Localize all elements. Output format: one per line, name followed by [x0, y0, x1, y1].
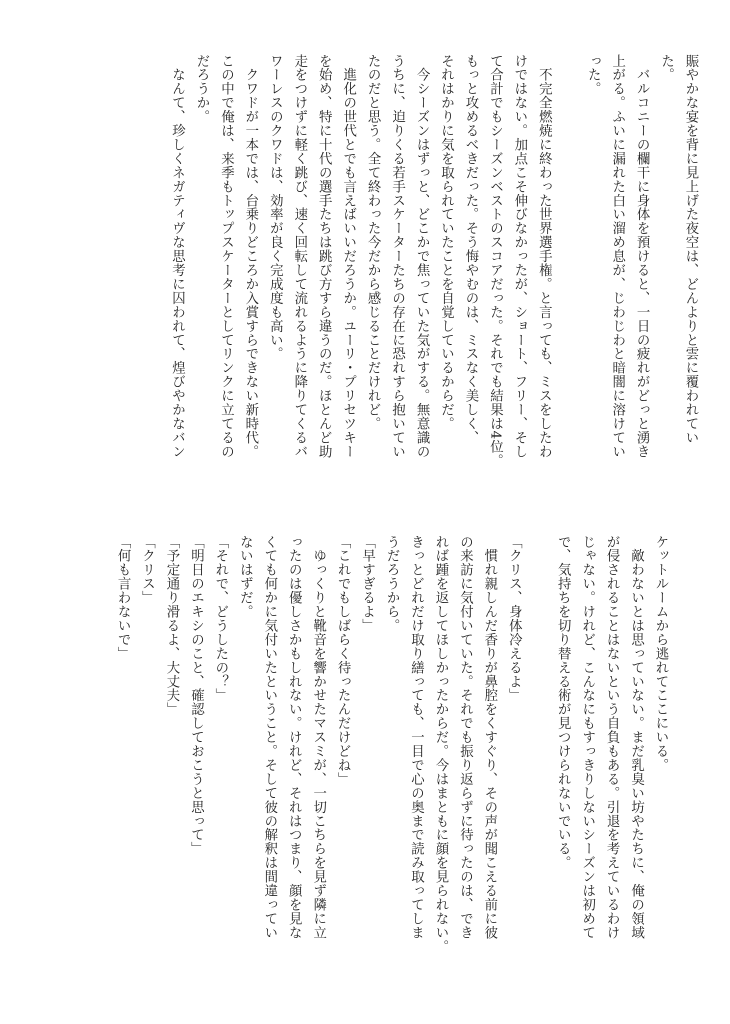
text-line: ケットルームから逃れてここにいる。: [653, 535, 668, 773]
text-line: 賑やかな宴を背に見上げた夜空は、どんよりと雲に覆われてい: [683, 54, 698, 445]
text-line: で、気持ちを切り替える術が見つけられないでいる。: [555, 535, 571, 870]
text-line: きっとどれだけ取り繕っても、一目で心の奥まで読み取ってしま: [408, 535, 424, 940]
text-line: て合計でもシーズンベストのスコアだった。それでも結果は4位。: [487, 54, 503, 468]
text-line: れば踵を返してほしかったからだ。今はまともに顔を見られない。: [432, 535, 448, 954]
text-line: 今シーズンはずっと、どこかで焦っていた気がする。無意識の: [414, 54, 430, 459]
text-line: それはかりに気を取られていたことを自覚しているからだ。: [438, 54, 454, 431]
text-line: けではない。加点こそ伸びなかったが、ショート、フリー、そし: [511, 54, 527, 459]
text-line: 慣れ親しんだ香りが鼻腔をくすぐり、その声が聞こえる前に彼: [481, 535, 497, 940]
dialogue-line: 「それで、どうしたの？」: [212, 535, 228, 703]
text-line: だろうか。: [193, 54, 209, 124]
dialogue-line: 「明日のエキシのこと、確認しておこうと思って」: [188, 535, 204, 856]
text-line: ワーレスのクワドは、効率が良く完成度も高い。: [267, 54, 283, 361]
text-line: くても何かに気付いたということ。そして彼の解釈は間違ってい: [261, 535, 277, 940]
dialogue-line: 「クリス」: [139, 535, 155, 605]
text-line: 不完全燃焼に終わった世界選手権。と言っても、ミスをしたわ: [536, 54, 552, 459]
text-line: を始め、特に十代の選手たちは跳び方すら違うのだ。ほとんど助: [316, 54, 332, 459]
text-line: ったのは優しさかもしれない。けれど、それはつまり、顔を見な: [286, 535, 302, 940]
text-line: が侵されることはないという自負もある。引退を考えているわけ: [604, 535, 620, 940]
text-line: た。: [658, 54, 674, 82]
blank-line: [555, 54, 579, 484]
dialogue-line: 「何も言わないで」: [115, 535, 131, 661]
blank-line: [525, 535, 549, 965]
dialogue-line: 「これでもしばらく待ったんだけどね」: [335, 535, 351, 787]
text-line: もっと攻めるべきだった。そう悔やむのは、ミスなく美しく、: [462, 54, 478, 445]
text-line: うちに、迫りくる若手スケーターたちの存在に恐れすら抱いてい: [389, 54, 405, 459]
text-line: 進化の世代とでも言えばいいだろうか。ユーリ・プリセツキー: [340, 54, 356, 459]
text-line: うだろうから。: [384, 535, 400, 633]
text-line: の来訪に気付いていた。それでも振り返らずに待ったのは、でき: [457, 535, 473, 940]
text-line: ないはずだ。: [237, 535, 253, 619]
text-line: この中で俺は、来季もトップスケーターとしてリンクに立てるの: [218, 54, 234, 459]
text-line: 走をつけずに軽く跳び、速く回転して流れるように降りてくるバ: [291, 54, 307, 459]
upper-text-block: [164, 54, 702, 484]
lower-text-block: [110, 535, 672, 965]
dialogue-line: 「予定通り滑るよ、大丈夫」: [163, 535, 179, 717]
text-line: った。: [585, 54, 601, 96]
text-line: なんて、珍しくネガティヴな思考に囚われて、煌びやかなバン: [169, 54, 185, 459]
text-line: 敵わないとは思っていない。まだ乳臭い坊やたちに、俺の領域: [628, 535, 644, 940]
text-line: たのだと思う。全て終わった今だから感じることだけれど。: [365, 54, 381, 431]
dialogue-line: 「クリス、身体冷えるよ」: [506, 535, 522, 703]
text-line: クワドが一本では、台乗りどころか入賞すらできない新時代。: [242, 54, 258, 459]
text-line: ゆっくりと靴音を響かせたマスミが、一切こちらを見ず隣に立: [310, 535, 326, 940]
text-line: バルコニーの欄干に身体を預けると、一日の疲れがどっと湧き: [634, 54, 650, 459]
text-line: じゃない。けれど、こんなにもすっきりしないシーズンは初めて: [579, 535, 595, 940]
dialogue-line: 「早すぎるよ」: [359, 535, 375, 633]
text-line: 上がる。ふいに漏れた白い溜め息が、じわじわと暗闇に溶けてい: [609, 54, 625, 459]
